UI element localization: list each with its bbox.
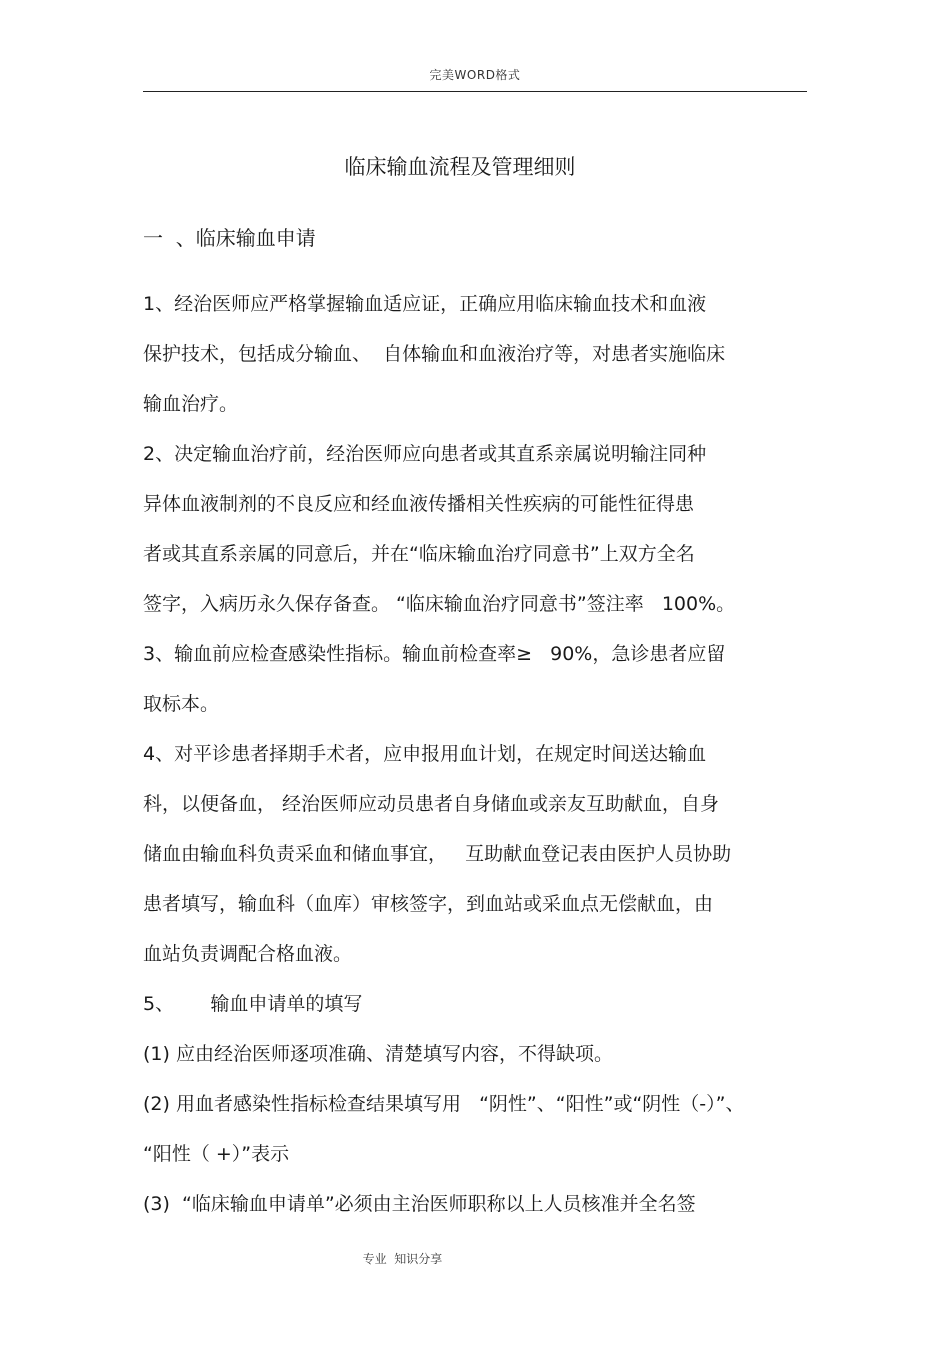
page-header-text: 完美WORD格式 bbox=[429, 68, 521, 82]
header-divider bbox=[143, 91, 807, 92]
document-title: 临床输血流程及管理细则 bbox=[344, 155, 576, 179]
body-line: (1) 应由经治医师逐项准确、清楚填写内容，不得缺项。 bbox=[143, 1043, 613, 1065]
body-line: 1、经治医师应严格掌握输血适应证，正确应用临床输血技术和血液 bbox=[143, 293, 707, 315]
body-line: “阳性（ +）”表示 bbox=[143, 1143, 290, 1165]
body-line: 者或其直系亲属的同意后，并在“临床输血治疗同意书”上双方全名 bbox=[143, 543, 695, 565]
body-line: 3、输血前应检查感染性指标。输血前检查率≥ 90%，急诊患者应留 bbox=[143, 643, 726, 665]
body-line: 5、 输血申请单的填写 bbox=[143, 993, 363, 1015]
page-footer-text: 专业 知识分享 bbox=[362, 1252, 443, 1266]
body-line: (2) 用血者感染性指标检查结果填写用 “阴性”、“阳性”或“阴性（-）”、 bbox=[143, 1093, 745, 1115]
body-line: 科，以便备血， 经治医师应动员患者自身储血或亲友互助献血，自身 bbox=[143, 793, 720, 815]
body-line: 输血治疗。 bbox=[143, 393, 239, 415]
body-line: 血站负责调配合格血液。 bbox=[143, 943, 353, 965]
document-body bbox=[143, 284, 823, 1234]
body-line: 异体血液制剂的不良反应和经血液传播相关性疾病的可能性征得患 bbox=[143, 493, 695, 515]
body-line: 签字，入病历永久保存备查。 “临床输血治疗同意书”签注率 100%。 bbox=[143, 593, 736, 615]
body-line: 储血由输血科负责采血和储血事宜， 互助献血登记表由医护人员协助 bbox=[143, 843, 732, 865]
body-line: (3) “临床输血申请单”必须由主治医师职称以上人员核准并全名签 bbox=[143, 1193, 696, 1215]
section-heading: 一 、临床输血申请 bbox=[143, 226, 316, 250]
body-line: 取标本。 bbox=[143, 693, 220, 715]
body-line: 2、决定输血治疗前，经治医师应向患者或其直系亲属说明输注同种 bbox=[143, 443, 707, 465]
body-line: 4、对平诊患者择期手术者，应申报用血计划，在规定时间送达输血 bbox=[143, 743, 707, 765]
body-line: 保护技术，包括成分输血、 自体输血和血液治疗等，对患者实施临床 bbox=[143, 343, 726, 365]
body-line: 患者填写，输血科（血库）审核签字，到血站或采血点无偿献血，由 bbox=[143, 893, 714, 915]
